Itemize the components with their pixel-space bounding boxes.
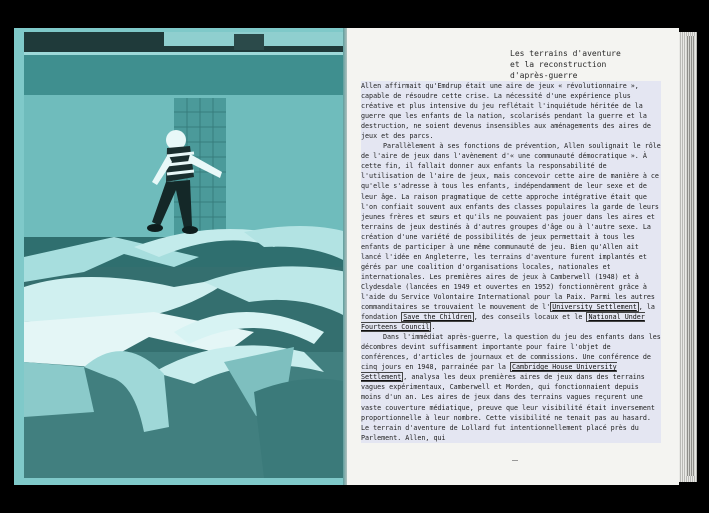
national-under-fourteens-link[interactable]: National Under Fourteens Council xyxy=(361,313,645,332)
left-page xyxy=(14,28,347,485)
photograph xyxy=(24,32,347,478)
paragraph-2 xyxy=(361,141,661,332)
fragment-2: , des conseils locaux et le xyxy=(473,313,587,322)
cambridge-house-link[interactable]: Cambridge House University Settlement xyxy=(361,363,617,382)
paragraph-3-rest: , analysa les deux premières aires de jeux dans des terrains vagues expérimentaux, Camberwell et Morden, qui fonctionnaient depuis moins d'un an. Les aires de jeux dans des terrains vagues reçurent une vaste couverture médiatique, preuve que leur visibilité était inversement proportionnelle à leur nombre. Cette visibilité ne tenait pas au hasard. Le terrain d'aventure de Lollard fut intentionnellement placé près du Parlement. Allen, qui xyxy=(361,373,655,442)
playground-photo xyxy=(24,32,347,478)
page-edges-inner xyxy=(686,36,695,476)
paragraph-3-text: Dans l'immédiat après-guerre, la question du jeu des enfants dans les décombres devint suffisamment importante pour faire l'objet de conférences, d'articles de journaux et de commissions. Une conférence de cinq jours en 1948, parrainée par la xyxy=(361,333,661,372)
fragment-3: . xyxy=(431,323,436,332)
page-marker xyxy=(512,460,518,461)
right-page xyxy=(347,28,679,485)
paragraph-2-text: Parallèlement à ses fonctions de prévention, Allen soulignait le rôle de l'aire de jeux dans l'avènement d'« une communauté démocratique ». À cette fin, il fallait donner aux enfants la responsabilité de l'utilisation de l'aire de jeux, mais concevoir cette aire de manière à ce qu'elle s'adresse à tous les enfants, indépendamment de leur sexe et de leur âge. La raison pragmatique de cette approche intégrative était que l'on confiait souvent aux enfants des classes populaires la garde de leurs jeunes frères et sœurs et qu'ils ne pouvaient pas jouer dans les aires et terrains de jeux destinés à d'autres groupes d'âge ou à l'autre sexe. La création d'une variété de possibilités de jeux permettait à tous les enfants de participer à une même communauté de jeu. Bien qu'Allen ait lancé l'idée en Angleterre, les terrains d'aventure furent implantés et gérés par une coalition d'organisations locales, nationales et internationales. Les premières aires de jeux à Camberwell (1948) et à Clydesdale (lancées en 1949 et ouvertes en 1952) fonctionnèrent grâce à l'aide du Service Volontaire International pour la Paix. Parmi les autres commanditaires se trouvaient le mouvement de l' xyxy=(361,142,661,312)
body-text xyxy=(361,81,661,443)
paragraph-1: Allen affirmait qu'Emdrup était une aire de jeux « révolutionnaire », capable de résoudre cette crise. La nécessité d'une expérience plus créative et plus intensive du jeu reflétait l'inquiétude héritée de la guerre que les enfants de la nation, scolarisés pendant la guerre et la destruction, ne soient devenus insensibles aux aménagements des aires de jeux et des parcs. xyxy=(361,81,661,141)
running-head: Les terrains d'aventure et la reconstruction d'après-guerre xyxy=(510,49,621,80)
university-settlement-link[interactable]: University Settlement xyxy=(552,303,637,312)
paragraph-3 xyxy=(361,332,661,443)
fragment-1: , la fondation xyxy=(361,303,655,322)
save-the-children-link[interactable]: Save the Children xyxy=(403,313,472,322)
